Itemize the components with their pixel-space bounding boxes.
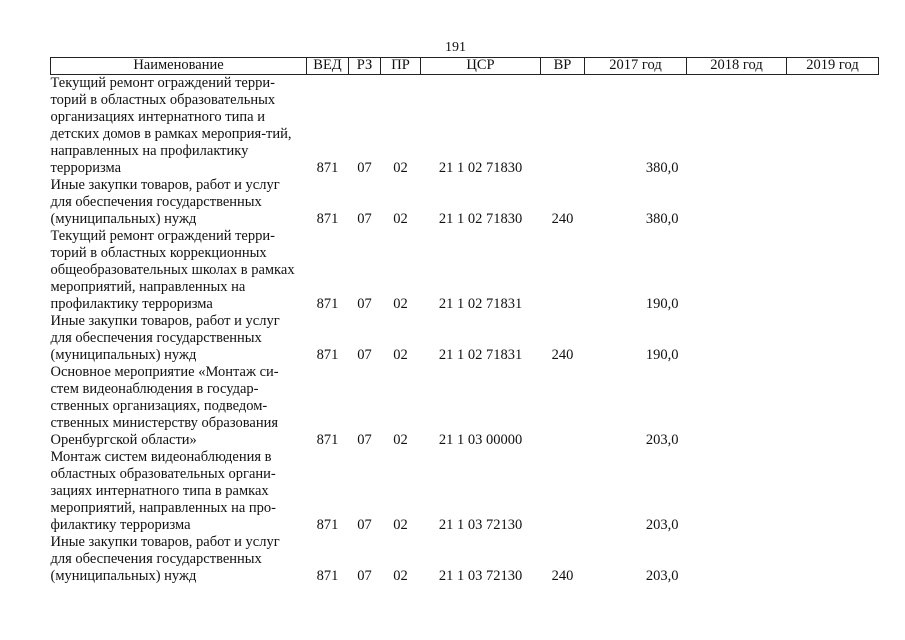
- header-2017: 2017 год: [585, 57, 687, 75]
- row-2017: 380,0: [645, 160, 679, 176]
- row-2019: [787, 449, 879, 534]
- table-body: [51, 75, 879, 586]
- row-pr: 02: [393, 296, 408, 312]
- row-2017: 190,0: [645, 347, 679, 363]
- row-ved: 871: [316, 568, 339, 584]
- row-name: Монтаж систем видеонаблюдения в областных образовательных органи-зациях интернатного типа в рамках мероприятий, направленных на про-филактику терроризма: [50, 449, 276, 533]
- row-ved: 871: [316, 432, 339, 448]
- header-2018: 2018 год: [687, 57, 787, 75]
- row-2018: [687, 449, 787, 534]
- row-2017: 203,0: [645, 517, 679, 533]
- row-2017: 203,0: [645, 432, 679, 448]
- row-csr: 21 1 03 72130: [438, 517, 523, 533]
- row-2019: [787, 75, 879, 178]
- header-csr: ЦСР: [421, 57, 541, 75]
- row-rz: 07: [357, 296, 372, 312]
- row-2018: [687, 364, 787, 449]
- table-row: [51, 228, 879, 313]
- budget-table: [50, 57, 879, 585]
- row-2019: [787, 534, 879, 585]
- row-2019: [787, 364, 879, 449]
- table-row: [51, 534, 879, 585]
- table-header: [51, 57, 879, 75]
- header-2019: 2019 год: [787, 57, 879, 75]
- row-csr: 21 1 02 71830: [438, 211, 523, 227]
- row-name: Иные закупки товаров, работ и услуг для обеспечения государственных (муниципальных) нужд: [50, 534, 280, 584]
- row-vr: 240: [551, 568, 574, 584]
- row-vr: 240: [551, 347, 574, 363]
- table-row: [51, 364, 879, 449]
- row-name: Иные закупки товаров, работ и услуг для обеспечения государственных (муниципальных) нужд: [50, 177, 280, 227]
- table-row: [51, 177, 879, 228]
- row-rz: 07: [357, 517, 372, 533]
- row-pr: 02: [393, 432, 408, 448]
- row-csr: 21 1 02 71831: [438, 347, 523, 363]
- row-2018: [687, 534, 787, 585]
- header-ved: ВЕД: [307, 57, 349, 75]
- row-ved: 871: [316, 160, 339, 176]
- row-csr: 21 1 03 72130: [438, 568, 523, 584]
- row-csr: 21 1 03 00000: [438, 432, 523, 448]
- row-vr: 240: [551, 211, 574, 227]
- row-rz: 07: [357, 160, 372, 176]
- row-name: Иные закупки товаров, работ и услуг для обеспечения государственных (муниципальных) нужд: [50, 313, 280, 363]
- row-2018: [687, 313, 787, 364]
- row-csr: 21 1 02 71830: [438, 160, 523, 176]
- header-name: Наименование: [51, 57, 307, 75]
- row-rz: 07: [357, 347, 372, 363]
- row-ved: 871: [316, 517, 339, 533]
- row-2017: 190,0: [645, 296, 679, 312]
- row-pr: 02: [393, 211, 408, 227]
- header-vr: ВР: [541, 57, 585, 75]
- row-2018: [687, 228, 787, 313]
- row-rz: 07: [357, 568, 372, 584]
- table-row: [51, 75, 879, 178]
- row-2019: [787, 228, 879, 313]
- table-row: [51, 313, 879, 364]
- table-row: [51, 449, 879, 534]
- row-pr: 02: [393, 347, 408, 363]
- row-vr: [541, 364, 585, 449]
- row-vr: [541, 75, 585, 178]
- row-ved: 871: [316, 211, 339, 227]
- header-pr: ПР: [381, 57, 421, 75]
- row-rz: 07: [357, 211, 372, 227]
- header-rz: РЗ: [349, 57, 381, 75]
- row-name: Текущий ремонт ограждений терри-торий в областных коррекционных общеобразовательных школах в рамках мероприятий, направленных на профилактику терроризма: [50, 228, 295, 312]
- row-2019: [787, 313, 879, 364]
- row-2017: 380,0: [645, 211, 679, 227]
- page-number: 191: [445, 40, 466, 55]
- row-vr: [541, 449, 585, 534]
- row-csr: 21 1 02 71831: [438, 296, 523, 312]
- row-pr: 02: [393, 517, 408, 533]
- row-rz: 07: [357, 432, 372, 448]
- row-2018: [687, 75, 787, 178]
- row-ved: 871: [316, 296, 339, 312]
- row-pr: 02: [393, 160, 408, 176]
- row-pr: 02: [393, 568, 408, 584]
- row-ved: 871: [316, 347, 339, 363]
- row-vr: [541, 228, 585, 313]
- row-2019: [787, 177, 879, 228]
- row-2018: [687, 177, 787, 228]
- row-2017: 203,0: [645, 568, 679, 584]
- row-name: Текущий ремонт ограждений терри-торий в областных образовательных организациях интернатного типа и детских домов в рамках мероприя-тий, направленных на профилактику терроризма: [50, 75, 292, 176]
- row-name: Основное мероприятие «Монтаж си-стем видеонаблюдения в государ-ственных организациях, подведом-ственных министерству образования Оренбургской области»: [50, 364, 279, 448]
